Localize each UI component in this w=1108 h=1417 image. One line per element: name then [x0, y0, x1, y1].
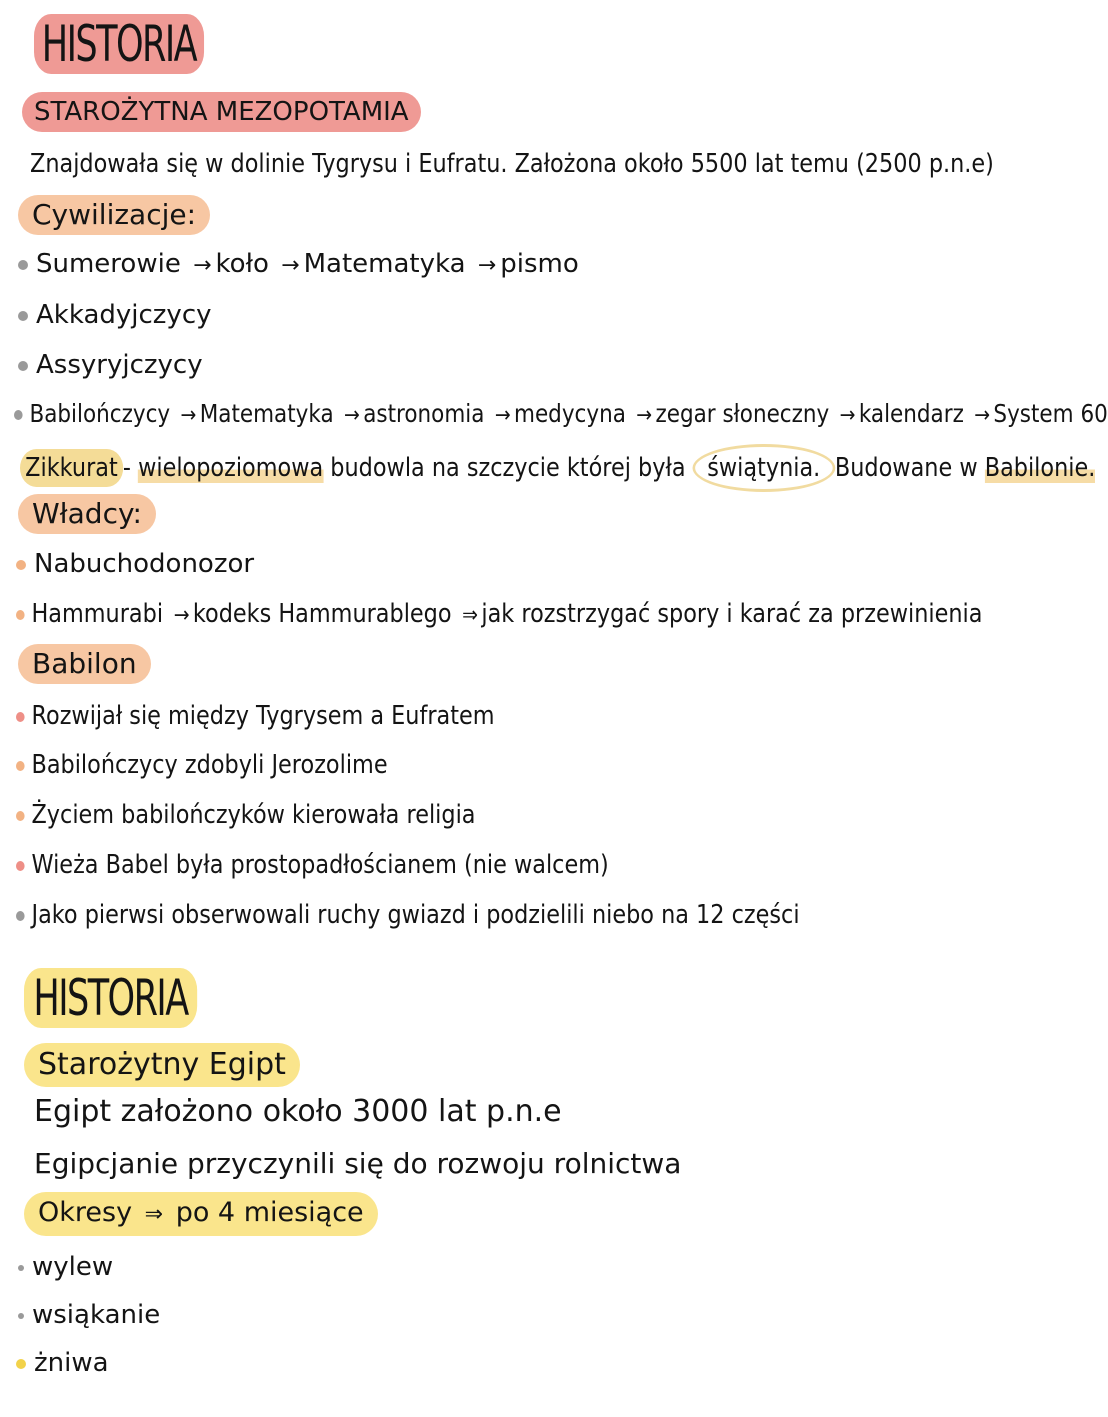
arrow-right-icon: →	[173, 603, 190, 628]
bullet-icon	[16, 560, 26, 570]
arrow-right-icon: →	[974, 403, 990, 428]
arrow-right-icon: →	[281, 253, 300, 278]
bullet-icon	[16, 761, 25, 771]
bullet-icon	[16, 712, 25, 722]
arrow-right-icon: →	[494, 403, 511, 428]
list-item: Rozwijał się między Tygrysem a Eufratem	[16, 697, 495, 735]
babylon-header: Babilon	[18, 644, 151, 684]
bullet-icon	[16, 811, 25, 821]
zikkurat-definition: Zikkurat - wielopoziomowa budowla na szczycie której była świątynia. Budowane w Babilonie.	[20, 444, 1095, 492]
egypt-line-1: Egipt założono około 3000 lat p.n.e	[34, 1094, 562, 1129]
list-item-ruler-hammurabi: Hammurabi → kodeks Hammurablego ⇒ jak rozstrzygać spory i karać za przewinienia	[16, 595, 982, 635]
section2-subtitle: Starożytny Egipt	[24, 1043, 300, 1087]
list-item-akkad: Akkadyjczycy	[18, 296, 212, 334]
double-arrow-right-icon: ⇒	[144, 1202, 164, 1227]
list-item-sumer: Sumerowie → koło → Matematyka → pismo	[18, 245, 579, 285]
list-item: żniwa	[16, 1344, 109, 1382]
list-item-ruler-nabuchodonozor: Nabuchodonozor	[16, 545, 254, 583]
bullet-icon	[16, 911, 25, 921]
section2-title: HISTORIA	[24, 968, 246, 1028]
arrow-right-icon: →	[180, 403, 197, 428]
list-item: Jako pierwsi obserwowali ruchy gwiazd i podzielili niebo na 12 części	[16, 896, 800, 934]
arrow-right-icon: →	[193, 253, 212, 278]
rulers-header: Władcy:	[18, 494, 156, 534]
list-item: Życiem babilończyków kierowała religia	[16, 796, 475, 834]
arrow-right-icon: →	[343, 403, 360, 428]
bullet-icon	[16, 610, 25, 620]
section1-intro: Znajdowała się w dolinie Tygrysu i Eufratu. Założona około 5500 lat temu (2500 p.n.e)	[30, 149, 994, 179]
civilizations-header: Cywilizacje:	[18, 195, 210, 235]
bullet-icon	[16, 1359, 26, 1369]
bullet-icon	[18, 1265, 24, 1271]
list-item-babil: Babilończycy → Matematyka → astronomia → medycyna → zegar słoneczny → kalendarz → System 60	[14, 395, 1108, 435]
list-item: Babilończycy zdobyli Jerozolime	[16, 746, 388, 784]
bullet-icon	[14, 410, 23, 420]
list-item: wsiąkanie	[18, 1296, 160, 1334]
section1-title: HISTORIA	[34, 14, 252, 74]
list-item: wylew	[18, 1248, 113, 1286]
bullet-icon	[18, 1313, 24, 1319]
double-arrow-right-icon: ⇒	[462, 603, 478, 628]
periods-header: Okresy ⇒ po 4 miesiące	[24, 1192, 378, 1236]
egypt-line-2: Egipcjanie przyczynili się do rozwoju rolnictwa	[34, 1147, 682, 1180]
arrow-right-icon: →	[477, 253, 497, 278]
bullet-icon	[18, 311, 28, 321]
list-item-assyr: Assyryjczycy	[18, 346, 203, 384]
list-item: Wieża Babel była prostopadłościanem (nie walcem)	[16, 846, 609, 884]
arrow-right-icon: →	[636, 403, 653, 428]
arrow-right-icon: →	[839, 403, 856, 428]
bullet-icon	[18, 361, 28, 371]
bullet-icon	[18, 260, 28, 270]
section1-subtitle: STAROŻYTNA MEZOPOTAMIA	[22, 92, 421, 132]
bullet-icon	[16, 861, 25, 871]
